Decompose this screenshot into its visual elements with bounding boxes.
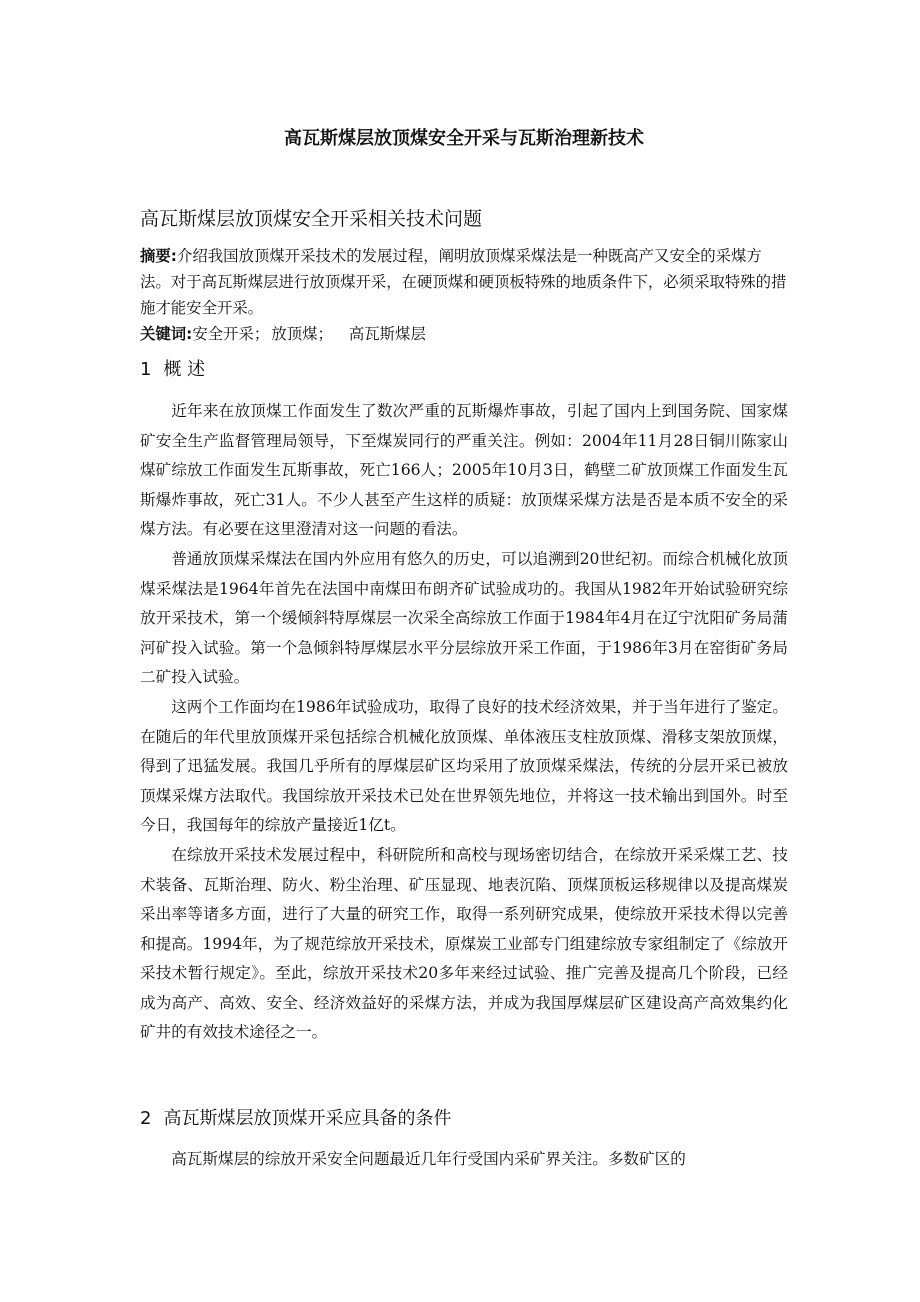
keyword-item: 安全开采； — [192, 325, 270, 343]
keyword-item: 放顶煤； — [271, 325, 333, 343]
paragraph: 在综放开采技术发展过程中，科研院所和高校与现场密切结合，在综放开采采煤工艺、技术装备、瓦斯治理、防火、粉尘治理、矿压显现、地表沉陷、顶煤顶板运移规律以及提高煤炭采出率等诸多方面，进行了大量的研究工作，取得一系列研究成果，使综放开采技术得以完善和提高。1994年，为了规范综放开采技术，原煤炭工业部专门组建综放专家组制定了《综放开采技术暂行规定》。至此，综放开采技术20多年来经过试验、推广完善及提高几个阶段，已经成为高产、高效、安全、经济效益好的采煤方法，并成为我国厚煤层矿区建设高产高效集约化矿井的有效技术途径之一。 — [140, 845, 788, 1042]
paragraph: 普通放顶煤采煤法在国内外应用有悠久的历史，可以追溯到20世纪初。而综合机械化放顶煤采煤法是1964年首先在法国中南煤田布朗齐矿试验成功的。我国从1982年开始试验研究综放开采技术，第一个缓倾斜特厚煤层一次采全高综放工作面于1984年4月在辽宁沈阳矿务局蒲河矿投入试验。第一个急倾斜特厚煤层水平分层综放开采工作面，于1986年3月在窑街矿务局二矿投入试验。 — [140, 549, 788, 687]
paragraph: 近年来在放顶煤工作面发生了数次严重的瓦斯爆炸事故，引起了国内上到国务院、国家煤矿安全生产监督管理局领导，下至煤炭同行的严重关注。例如：2004年11月28日铜川陈家山煤矿综放工作面发生瓦斯事故，死亡166人；2005年10月3日，鹤壁二矿放顶煤工作面发生瓦斯爆炸事故，死亡31人。不少人甚至产生这样的质疑：放顶煤采煤方法是否是本质不安全的采煤方法。有必要在这里澄清对这一问题的看法。 — [140, 402, 788, 539]
section-body — [140, 1145, 788, 1175]
abstract-label: 摘要: — [140, 247, 177, 265]
document-subtitle: 高瓦斯煤层放顶煤安全开采相关技术问题 — [140, 208, 483, 230]
abstract — [140, 243, 788, 321]
section-body — [140, 397, 788, 1048]
keywords-label: 关键词: — [140, 325, 193, 343]
paragraph: 这两个工作面均在1986年试验成功，取得了良好的技术经济效果，并于当年进行了鉴定。在随后的年代里放顶煤开采包括综合机械化放顶煤、单体液压支柱放顶煤、滑移支架放顶煤，得到了迅猛发展。我国几乎所有的厚煤层矿区均采用了放顶煤采煤法，传统的分层开采已被放顶煤采煤方法取代。我国综放开采技术已处在世界领先地位，并将这一技术输出到国外。时至今日，我国每年的综放产量接近1亿t。 — [140, 697, 788, 835]
paragraph: 高瓦斯煤层的综放开采安全问题最近几年行受国内采矿界关注。多数矿区的 — [171, 1150, 686, 1168]
keywords — [140, 321, 788, 347]
section-heading — [140, 356, 205, 384]
section-title: 高瓦斯煤层放顶煤开采应具备的条件 — [163, 1108, 452, 1129]
section-title: 概 述 — [163, 359, 206, 380]
abstract-text: 介绍我国放顶煤开采技术的发展过程，阐明放顶煤采煤法是一种既高产又安全的采煤方法。对于高瓦斯煤层进行放顶煤开采，在硬顶煤和硬顶板特殊的地质条件下，必须采取特殊的措施才能安全开采。 — [140, 247, 787, 317]
section-number: 2 — [140, 1108, 152, 1129]
document-title: 高瓦斯煤层放顶煤安全开采与瓦斯治理新技术 — [284, 128, 644, 149]
keyword-item: 高瓦斯煤层 — [348, 325, 426, 343]
section-heading — [140, 1105, 451, 1133]
section-number: 1 — [140, 359, 152, 380]
